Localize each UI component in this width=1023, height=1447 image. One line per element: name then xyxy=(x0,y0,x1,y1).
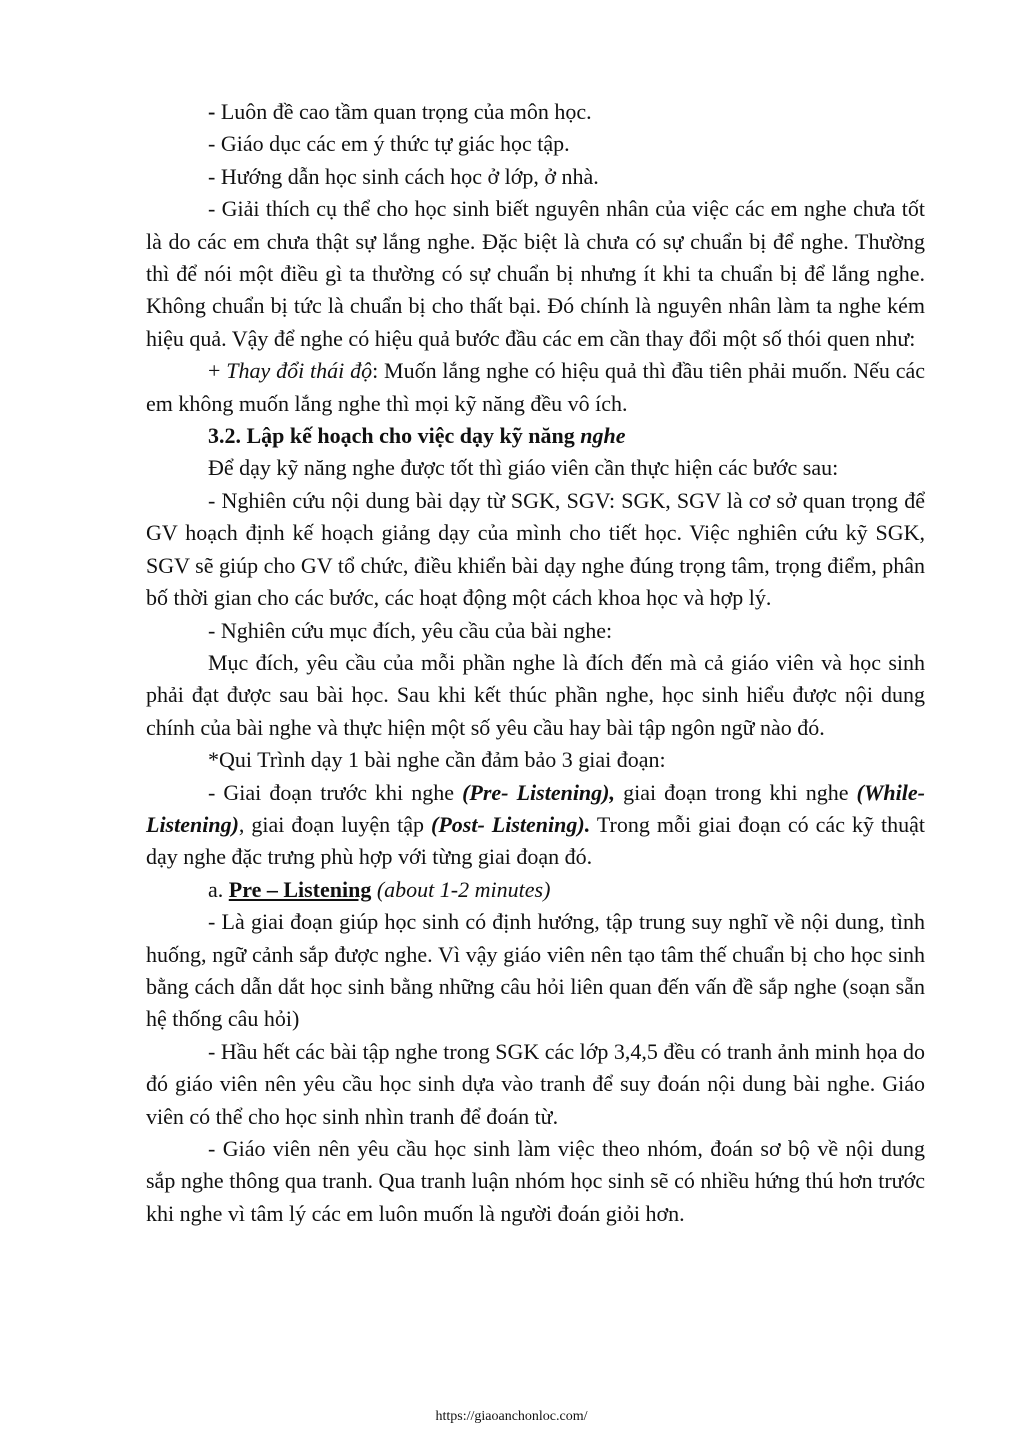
paragraph-11-t4: Trong mỗi giai đoạn có các kỹ thuật dạy nghe đặc trưng phù hợp với từng giai đoạn đó. xyxy=(146,811,925,870)
paragraph-8: - Nghiên cứu mục đích, yêu cầu của bài nghe: xyxy=(208,617,613,643)
section-heading-text: 3.2. Lập kế hoạch cho việc dạy kỹ năng xyxy=(208,423,581,449)
paragraph-7: - Nghiên cứu nội dung bài dạy từ SGK, SGV: SGK, SGV là cơ sở quan trọng để GV hoạch định kế hoạch giảng dạy của mình cho tiết học. Việc nghiên cứu kỹ SGK, SGV sẽ giúp cho GV tổ chức, điều khiển bài dạy nghe đúng trọng tâm, trọng điểm, phân bố thời gian cho các bước, các hoạt động một cách khoa học và hợp lý. xyxy=(146,487,925,611)
paragraph-15: - Giáo viên nên yêu cầu học sinh làm việc theo nhóm, đoán sơ bộ về nội dung sắp nghe thông qua tranh. Qua tranh luận nhóm học sinh sẽ có nhiều hứng thú hơn trước khi nghe vì tâm lý các em luôn muốn là người đoán giỏi hơn. xyxy=(146,1136,925,1226)
paragraph-11-while-listening: (While- Listening) xyxy=(146,779,925,837)
document-body xyxy=(146,96,925,1230)
paragraph-12-prefix: a. xyxy=(208,876,229,902)
paragraph-13: - Là giai đoạn giúp học sinh có định hướng, tập trung suy nghĩ về nội dung, tình huống, ngữ cảnh sắp được nghe. Vì vậy giáo viên nên tạo tâm thế chuẩn bị cho học sinh bằng cách dẫn dắt học sinh bằng những câu hỏi liên quan đến vấn đề sắp nghe (soạn sẵn hệ thống câu hỏi) xyxy=(146,909,925,1032)
footer-url: https://giaoanchonloc.com/ xyxy=(435,1409,588,1424)
paragraph-11-post-listening: (Post- Listening). xyxy=(431,811,591,837)
paragraph-1 xyxy=(146,96,925,128)
paragraph-11-t3: , giai đoạn luyện tập xyxy=(238,811,432,837)
paragraph-12 xyxy=(146,874,925,906)
paragraph-11-pre-listening: (Pre- Listening), xyxy=(462,779,615,805)
paragraph-11-t1: - Giai đoạn trước khi nghe xyxy=(208,779,463,805)
section-heading xyxy=(146,420,925,452)
paragraph-5-rest: : Muốn lắng nghe có hiệu quả thì đầu tiên phải muốn. Nếu các em không muốn lắng nghe thì mọi kỹ năng đều vô ích. xyxy=(146,358,925,416)
section-heading-italic: nghe xyxy=(580,423,626,449)
paragraph-11 xyxy=(146,777,925,874)
paragraph-4: - Giải thích cụ thể cho học sinh biết nguyên nhân của việc các em nghe chưa tốt là do các em chưa thật sự lắng nghe. Đặc biệt là chưa có sự chuẩn bị để nghe. Thường thì để nói một điều gì ta thường có sự chuẩn bị nhưng ít khi ta chuẩn bị để lắng nghe. Không chuẩn bị tức là chuẩn bị cho thất bại. Đó chính là nguyên nhân làm ta nghe kém hiệu quả. Vậy để nghe có hiệu quả bước đầu các em cần thay đổi một số thói quen như: xyxy=(146,196,925,351)
pre-listening-title: Pre – Listening xyxy=(228,876,372,902)
paragraph-2: - Giáo dục các em ý thức tự giác học tập. xyxy=(208,131,570,157)
paragraph-14: - Hầu hết các bài tập nghe trong SGK các lớp 3,4,5 đều có tranh ảnh minh họa do đó giáo viên nên yêu cầu học sinh dựa vào tranh để suy đoán nội dung bài nghe. Giáo viên có thể cho học sinh nhìn tranh để đoán từ. xyxy=(146,1038,925,1129)
paragraph-10: *Qui Trình dạy 1 bài nghe cần đảm bảo 3 giai đoạn: xyxy=(208,747,666,773)
paragraph-6: Để dạy kỹ năng nghe được tốt thì giáo viên cần thực hiện các bước sau: xyxy=(208,455,839,481)
paragraph-1-text: Luôn đề cao tầm quan trọng của môn học. xyxy=(215,99,592,124)
paragraph-5-italic: Thay đổi thái độ xyxy=(226,358,373,384)
paragraph-9: Mục đích, yêu cầu của mỗi phần nghe là đích đến mà cả giáo viên và học sinh phải đạt được sau bài học. Sau khi kết thúc phần nghe, học sinh hiểu được nội dung chính của bài nghe và thực hiện một số yêu cầu hay bài tập ngôn ngữ nào đó. xyxy=(146,649,925,740)
pre-listening-duration: (about 1-2 minutes) xyxy=(371,876,551,902)
paragraph-11-t2: giai đoạn trong khi nghe xyxy=(615,779,857,805)
bullet-dash: - xyxy=(208,99,216,124)
paragraph-5-prefix: + xyxy=(208,358,227,384)
paragraph-3: - Hướng dẫn học sinh cách học ở lớp, ở nhà. xyxy=(208,163,599,189)
paragraph-5 xyxy=(146,355,925,420)
